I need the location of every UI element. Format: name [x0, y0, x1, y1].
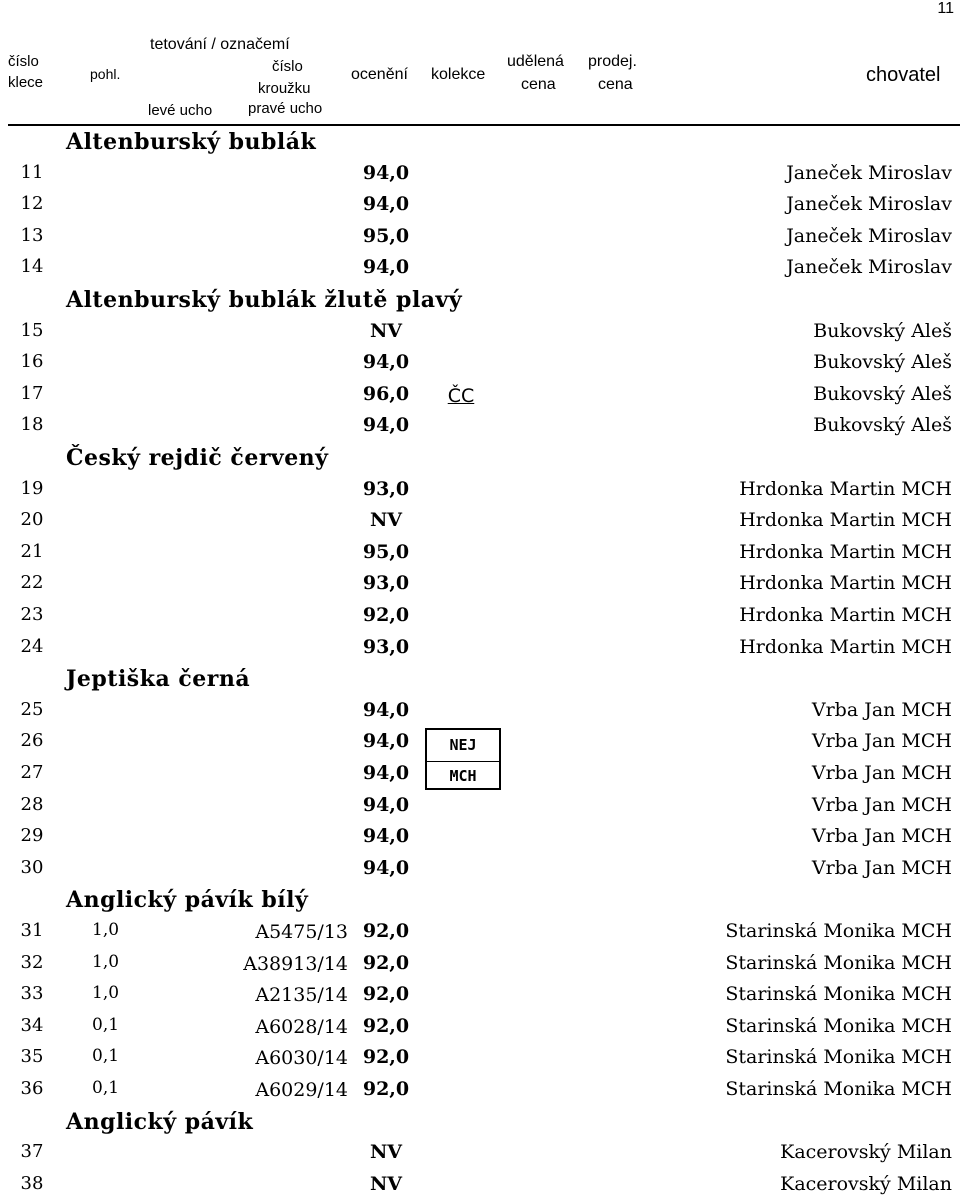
- score: 93,0: [362, 635, 410, 658]
- score: 94,0: [362, 793, 410, 816]
- score: 93,0: [362, 477, 410, 500]
- header-kolekce: kolekce: [431, 66, 486, 83]
- score: 92,0: [362, 1078, 410, 1100]
- score: 94,0: [362, 351, 410, 374]
- score: NV: [369, 1141, 403, 1164]
- breeder: Hrdonka Martin MCH: [739, 572, 952, 595]
- cage-number: 31: [20, 920, 44, 941]
- entry-row: [0, 631, 960, 662]
- cage-number: 36: [20, 1078, 44, 1099]
- breeder: Vrba Jan MCH: [811, 793, 952, 816]
- sex: 1,0: [92, 920, 120, 940]
- cage-number: 28: [20, 793, 44, 815]
- category-row: [0, 883, 960, 914]
- breeder: Hrdonka Martin MCH: [739, 509, 952, 532]
- breeder: Starinská Monika MCH: [725, 951, 952, 974]
- score: 95,0: [362, 224, 410, 247]
- score: 94,0: [362, 825, 410, 848]
- score: NV: [369, 319, 403, 342]
- category-row: [0, 441, 960, 472]
- cage-number: 12: [20, 193, 44, 215]
- breeder: Starinská Monika MCH: [725, 920, 952, 942]
- breeder: Janeček Miroslav: [786, 224, 952, 247]
- header-oceneni: ocenění: [351, 66, 408, 83]
- breeder: Janeček Miroslav: [786, 256, 952, 279]
- header-prodej-cena: cena: [598, 76, 633, 93]
- score: NV: [369, 509, 403, 532]
- cage-number: 37: [20, 1141, 44, 1163]
- ring-number: A5475/13: [255, 921, 348, 943]
- cage-number: 14: [20, 256, 44, 278]
- header-krouzku: kroužku: [258, 80, 311, 97]
- entry-row: [0, 820, 960, 851]
- entry-row: [0, 1136, 960, 1167]
- score: 94,0: [362, 256, 410, 279]
- cage-number: 13: [20, 224, 44, 246]
- score: 92,0: [362, 1046, 410, 1069]
- header-pohl: pohl.: [90, 66, 121, 82]
- entry-row: [0, 1041, 960, 1072]
- category-title: Altenburský bublák žlutě plavý: [66, 287, 463, 313]
- collection-box: [425, 728, 501, 790]
- category-row: [0, 1105, 960, 1136]
- entry-row: [0, 1168, 960, 1199]
- breeder: Vrba Jan MCH: [811, 762, 952, 784]
- score: 94,0: [362, 161, 410, 184]
- cage-number: 29: [20, 825, 44, 847]
- breeder: Vrba Jan MCH: [811, 698, 952, 721]
- breeder: Bukovský Aleš: [813, 414, 952, 437]
- entry-row: [0, 947, 960, 978]
- score: 92,0: [362, 1014, 410, 1037]
- score: 94,0: [362, 730, 410, 753]
- entry-row: [0, 188, 960, 219]
- category-title: Jeptiška černá: [66, 666, 251, 693]
- category-row: [0, 662, 960, 693]
- entry-row: [0, 915, 960, 946]
- cage-number: 23: [20, 604, 44, 625]
- cage-number: 11: [20, 161, 44, 183]
- header-klece: klece: [8, 74, 44, 91]
- entry-row: [0, 978, 960, 1009]
- score: 92,0: [362, 951, 410, 974]
- breeder: Hrdonka Martin MCH: [739, 604, 952, 626]
- entry-row: [0, 251, 960, 282]
- cage-number: 18: [20, 414, 44, 436]
- entry-row: [0, 378, 960, 409]
- entry-row: [0, 1073, 960, 1104]
- sex: 0,1: [92, 1078, 120, 1098]
- collection-box-line2: MCH: [449, 767, 477, 785]
- breeder: Bukovský Aleš: [813, 351, 952, 374]
- cage-number: 30: [20, 856, 44, 878]
- breeder: Hrdonka Martin MCH: [739, 477, 952, 500]
- header-tetovani: tetování / označemí: [150, 36, 290, 53]
- cage-number: 35: [20, 1046, 44, 1068]
- entry-row: [0, 567, 960, 598]
- ring-number: A6030/14: [255, 1047, 348, 1070]
- cage-number: 34: [20, 1014, 44, 1036]
- score: 92,0: [362, 920, 410, 942]
- entry-row: [0, 694, 960, 725]
- ring-number: A6029/14: [255, 1079, 348, 1101]
- cage-number: 15: [20, 319, 44, 341]
- entry-row: [0, 473, 960, 504]
- breeder: Bukovský Aleš: [813, 319, 952, 342]
- score: 92,0: [362, 983, 410, 1006]
- score: 94,0: [362, 856, 410, 879]
- breeder: Starinská Monika MCH: [725, 1046, 952, 1069]
- breeder: Starinská Monika MCH: [725, 1014, 952, 1037]
- entry-row: [0, 852, 960, 883]
- sex: 0,1: [92, 1014, 120, 1035]
- breeder: Hrdonka Martin MCH: [739, 635, 952, 658]
- entry-row: [0, 536, 960, 567]
- cage-number: 26: [20, 730, 44, 752]
- ring-number: A6028/14: [255, 1015, 348, 1038]
- entry-row: [0, 346, 960, 377]
- cage-number: 19: [20, 477, 44, 499]
- entry-row: [0, 789, 960, 820]
- sex: 0,1: [92, 1046, 120, 1067]
- entry-row: [0, 599, 960, 630]
- category-row: [0, 283, 960, 314]
- entry-row: [0, 409, 960, 440]
- header-prave-ucho: pravé ucho: [248, 100, 323, 117]
- score: 92,0: [362, 604, 410, 626]
- entry-row: [0, 1010, 960, 1041]
- header-prodej: prodej.: [588, 53, 637, 70]
- cage-number: 17: [20, 382, 44, 404]
- cage-number: 20: [20, 509, 44, 531]
- cage-number: 25: [20, 698, 44, 720]
- breeder: Hrdonka Martin MCH: [739, 540, 952, 563]
- category-title: Altenburský bublák: [66, 129, 317, 155]
- ring-number: A2135/14: [255, 984, 348, 1007]
- breeder: Starinská Monika MCH: [725, 983, 952, 1006]
- collection-box-divider: [427, 761, 499, 762]
- breeder: Janeček Miroslav: [786, 161, 952, 184]
- header-chovatel: chovatel: [866, 64, 941, 86]
- entry-row: [0, 157, 960, 188]
- score: 95,0: [362, 540, 410, 563]
- entry-row: [0, 315, 960, 346]
- breeder: Bukovský Aleš: [813, 382, 952, 405]
- cage-number: 24: [20, 635, 44, 657]
- category-row: [0, 125, 960, 156]
- collection-box-line1: NEJ: [449, 736, 477, 754]
- score: NV: [369, 1172, 403, 1195]
- category-title: Český rejdič červený: [66, 445, 329, 471]
- breeder: Starinská Monika MCH: [725, 1078, 952, 1100]
- cage-number: 27: [20, 762, 44, 783]
- cage-number: 21: [20, 540, 44, 562]
- breeder: Vrba Jan MCH: [811, 856, 952, 879]
- score: 96,0: [362, 382, 410, 405]
- ring-number: A38913/14: [243, 952, 348, 975]
- sex: 1,0: [92, 983, 120, 1004]
- cage-number: 32: [20, 951, 44, 973]
- entry-row: [0, 504, 960, 535]
- score: 94,0: [362, 193, 410, 216]
- header-cislo: číslo: [8, 53, 39, 70]
- page-number: 11: [937, 0, 954, 17]
- cage-number: 38: [20, 1172, 44, 1194]
- header-udelena-cena: cena: [521, 76, 556, 93]
- category-title: Anglický pávík bílý: [66, 887, 309, 914]
- category-title: Anglický pávík: [66, 1108, 254, 1135]
- sex: 1,0: [92, 951, 120, 972]
- cage-number: 16: [20, 351, 44, 373]
- breeder: Kacerovský Milan: [780, 1141, 952, 1164]
- header-leve-ucho: levé ucho: [148, 102, 213, 119]
- header-cislo-krouzku: číslo: [272, 58, 303, 75]
- breeder: Janeček Miroslav: [786, 193, 952, 216]
- breeder: Vrba Jan MCH: [811, 730, 952, 753]
- score: 94,0: [362, 414, 410, 437]
- header-udelena: udělená: [507, 53, 564, 70]
- collection-mark: ČC: [447, 384, 475, 407]
- breeder: Vrba Jan MCH: [811, 825, 952, 848]
- cage-number: 33: [20, 983, 44, 1005]
- score: 94,0: [362, 762, 410, 784]
- cage-number: 22: [20, 572, 44, 594]
- entry-row: [0, 220, 960, 251]
- breeder: Kacerovský Milan: [780, 1172, 952, 1195]
- score: 94,0: [362, 698, 410, 721]
- score: 93,0: [362, 572, 410, 595]
